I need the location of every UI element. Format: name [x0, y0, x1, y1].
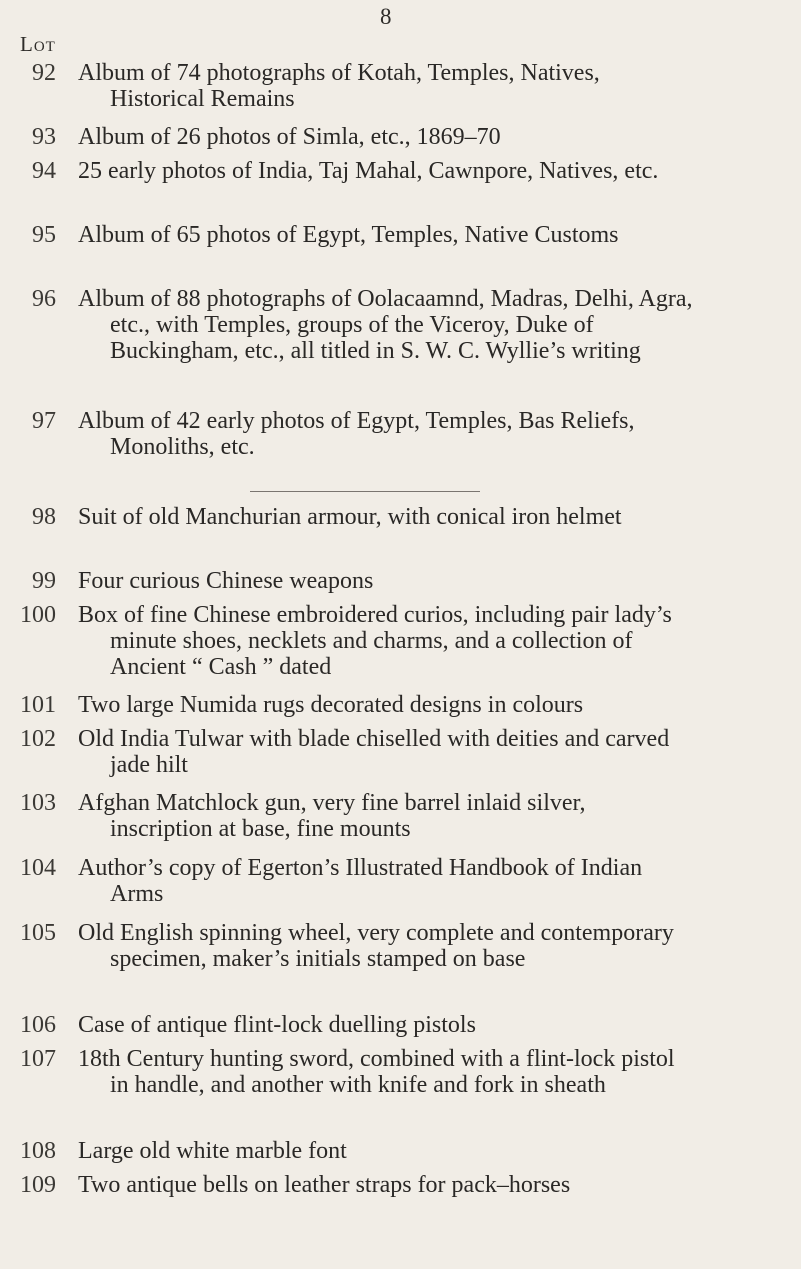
lot-description: Author’s copy of Egerton’s Illustrated Handbook of Indian Arms — [78, 855, 643, 907]
lot-number: 93 — [32, 124, 56, 150]
lot-entry — [14, 1172, 694, 1198]
lot-description: Album of 42 early photos of Egypt, Temples, Bas Reliefs, Monoliths, etc. — [78, 408, 635, 460]
lot-number: 104 — [20, 855, 56, 881]
lot-description: Afghan Matchlock gun, very fine barrel inlaid silver, inscription at base, fine mounts — [78, 790, 586, 842]
lot-entry — [14, 1046, 694, 1098]
lot-number: 106 — [20, 1012, 56, 1038]
lot-entry — [14, 158, 694, 184]
lot-entry — [14, 1012, 694, 1038]
lot-entry — [14, 602, 694, 680]
lot-number: 98 — [32, 504, 56, 530]
lot-description: Two large Numida rugs decorated designs in colours — [78, 692, 584, 718]
section-divider — [250, 491, 480, 492]
lot-description: Old English spinning wheel, very complete and contemporary specimen, maker’s initials stamped on base — [78, 920, 674, 972]
lot-entry — [14, 286, 694, 364]
lot-number: 102 — [20, 726, 56, 752]
lot-description: Album of 26 photos of Simla, etc., 1869–70 — [78, 124, 501, 150]
lot-number: 97 — [32, 408, 56, 434]
page-number: 8 — [380, 4, 392, 29]
lot-entry — [14, 504, 694, 530]
lot-description: Four curious Chinese weapons — [78, 568, 374, 594]
lot-entry — [14, 568, 694, 594]
lot-entry — [14, 60, 694, 112]
lot-number: 100 — [20, 602, 56, 628]
lot-number: 108 — [20, 1138, 56, 1164]
lot-description: Suit of old Manchurian armour, with conical iron helmet — [78, 504, 622, 530]
lot-entry — [14, 222, 694, 248]
lot-number: 101 — [20, 692, 56, 718]
lot-number: 96 — [32, 286, 56, 312]
lot-number: 103 — [20, 790, 56, 816]
lot-description: Album of 65 photos of Egypt, Temples, Native Customs — [78, 222, 619, 248]
lot-entry — [14, 790, 694, 842]
lot-entry — [14, 124, 694, 150]
lot-description: 18th Century hunting sword, combined with a flint-lock pistol in handle, and another with knife and fork in sheath — [78, 1046, 675, 1098]
lot-entry — [14, 855, 694, 907]
lot-entry — [14, 692, 694, 718]
lot-description: Large old white marble font — [78, 1138, 347, 1164]
lot-number: 92 — [32, 60, 56, 86]
lot-number: 107 — [20, 1046, 56, 1072]
lot-number: 105 — [20, 920, 56, 946]
lot-entry — [14, 920, 694, 972]
lot-description: Old India Tulwar with blade chiselled with deities and carved jade hilt — [78, 726, 670, 778]
lot-description: Case of antique flint-lock duelling pistols — [78, 1012, 476, 1038]
lot-column-header: Lot — [20, 32, 56, 56]
lot-number: 99 — [32, 568, 56, 594]
lot-number: 94 — [32, 158, 56, 184]
lot-description: Album of 74 photographs of Kotah, Temples, Natives, Historical Remains — [78, 60, 600, 112]
lot-entry — [14, 726, 694, 778]
lot-description: Album of 88 photographs of Oolacaamnd, Madras, Delhi, Agra, etc., with Temples, groups of the Viceroy, Duke of Buckingham, etc., all titled in S. W. C. Wyllie’s writing — [78, 286, 693, 364]
lot-description: 25 early photos of India, Taj Mahal, Cawnpore, Natives, etc. — [78, 158, 659, 184]
lot-entry — [14, 1138, 694, 1164]
lot-description: Two antique bells on leather straps for pack–horses — [78, 1172, 571, 1198]
lot-number: 95 — [32, 222, 56, 248]
lot-number: 109 — [20, 1172, 56, 1198]
lot-description: Box of fine Chinese embroidered curios, including pair lady’s minute shoes, necklets and charms, and a collection of Ancient “ Cash ” dated — [78, 602, 672, 680]
lot-entry — [14, 408, 694, 460]
